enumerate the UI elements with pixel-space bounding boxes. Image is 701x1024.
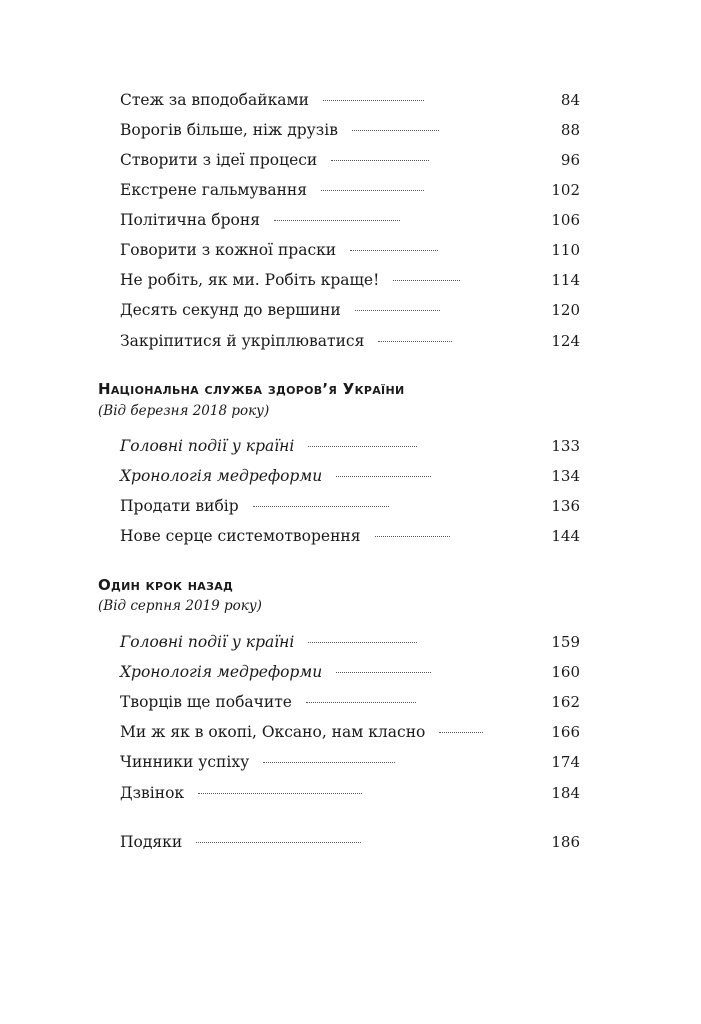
toc-entry-page: 134: [551, 467, 580, 485]
dot-leader: [336, 476, 431, 477]
dot-leader: [336, 672, 431, 673]
toc-entry-title: Десять секунд до вершини: [120, 301, 341, 319]
dot-leader: [321, 190, 424, 191]
toc-entry[interactable]: [120, 690, 580, 714]
dot-leader: [198, 793, 362, 794]
toc-entry[interactable]: [120, 660, 580, 684]
toc-entry-page: 162: [551, 693, 580, 711]
toc-entry[interactable]: [120, 464, 580, 488]
toc-entry-page: 184: [551, 784, 580, 802]
toc-entry[interactable]: [120, 178, 580, 202]
dot-leader: [378, 341, 452, 342]
toc-entry[interactable]: [120, 630, 580, 654]
toc-entry-title: Головні події у країні: [120, 437, 295, 455]
toc-entry[interactable]: [120, 118, 580, 142]
toc-entry-page: 120: [551, 301, 581, 319]
dot-leader: [393, 280, 459, 281]
toc-entry[interactable]: [120, 208, 580, 232]
toc-entry-title: Головні події у країні: [120, 633, 295, 651]
toc-entry-title: Стеж за вподобайками: [120, 91, 309, 109]
toc-entry[interactable]: [120, 830, 580, 854]
toc-entry-page: 110: [551, 241, 581, 259]
dot-leader: [352, 130, 439, 131]
toc-entry-page: 136: [551, 497, 581, 515]
toc-entry[interactable]: [120, 781, 580, 805]
toc-entry-page: 88: [560, 121, 581, 139]
dot-leader: [350, 250, 438, 251]
section-title[interactable]: Один крок назад: [98, 576, 234, 594]
toc-entry-page: 124: [551, 332, 580, 350]
toc-entry-title: Продати вибір: [120, 497, 239, 515]
toc-entry-page: 174: [551, 753, 581, 771]
toc-entry-page: 106: [551, 211, 580, 229]
toc-entry-title: Нове серце системотворення: [120, 527, 361, 545]
dot-leader: [274, 220, 400, 221]
toc-entry-page: 96: [560, 151, 581, 169]
toc-entry[interactable]: [120, 329, 580, 353]
toc-entry-title: Екстрене гальмування: [120, 181, 308, 199]
toc-entry[interactable]: [120, 148, 580, 172]
toc-entry-page: 114: [551, 271, 581, 289]
toc-entry-title: Творців ще побачите: [120, 693, 292, 711]
dot-leader: [263, 762, 394, 763]
dot-leader: [306, 702, 416, 703]
toc-entry-title: Ми ж як в окопі, Оксано, нам класно: [120, 723, 426, 741]
dot-leader: [253, 506, 390, 507]
toc-entry[interactable]: [120, 524, 580, 548]
toc-entry[interactable]: [120, 434, 580, 458]
toc-entry[interactable]: [120, 750, 580, 774]
toc-entry-title: Хронологія медреформи: [120, 663, 323, 681]
toc-entry-page: 159: [551, 633, 581, 651]
section-subtitle: (Від березня 2018 року): [98, 403, 270, 419]
dot-leader: [308, 642, 417, 643]
toc-entry-title: Подяки: [120, 833, 183, 851]
toc-entry-title: Політична броня: [120, 211, 260, 229]
toc-entry-title: Чинники успіху: [120, 753, 250, 771]
dot-leader: [308, 446, 417, 447]
toc-entry-title: Хронологія медреформи: [120, 467, 323, 485]
toc-entry[interactable]: [120, 238, 580, 262]
dot-leader: [196, 842, 361, 843]
toc-entry-title: Говорити з кожної праски: [120, 241, 337, 259]
toc-entry[interactable]: [120, 88, 580, 112]
toc-entry-page: 84: [560, 91, 580, 109]
dot-leader: [375, 536, 451, 537]
toc-entry-page: 102: [551, 181, 581, 199]
toc-entry-title: Створити з ідеї процеси: [120, 151, 318, 169]
toc-entry[interactable]: [120, 298, 580, 322]
dot-leader: [355, 310, 441, 311]
toc-entry-title: Закріпитися й укріплюватися: [120, 332, 365, 350]
dot-leader: [331, 160, 428, 161]
toc-entry-page: 166: [551, 723, 580, 741]
toc-entry[interactable]: [120, 720, 580, 744]
toc-entry-title: Дзвінок: [120, 784, 185, 802]
toc-entry-page: 133: [551, 437, 581, 455]
section-title[interactable]: Національна служба здоров’я України: [98, 380, 405, 398]
toc-entry[interactable]: [120, 494, 580, 518]
section-subtitle: (Від серпня 2019 року): [98, 598, 262, 614]
toc-entry-page: 144: [551, 527, 581, 545]
dot-leader: [323, 100, 425, 101]
toc-entry-title: Не робіть, як ми. Робіть краще!: [120, 271, 380, 289]
toc-entry-page: 186: [551, 833, 581, 851]
toc-entry-page: 160: [551, 663, 580, 681]
toc-entry[interactable]: [120, 268, 580, 292]
dot-leader: [439, 732, 482, 733]
toc-entry-title: Ворогів більше, ніж друзів: [120, 121, 338, 139]
